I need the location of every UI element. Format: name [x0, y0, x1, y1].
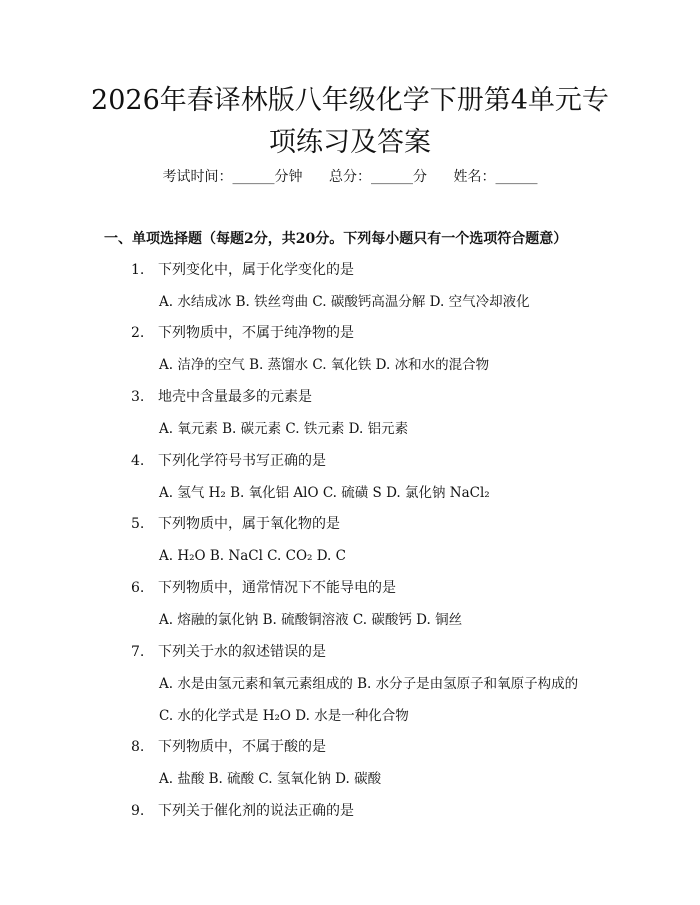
- question-options: A. 盐酸 B. 硫酸 C. 氢氧化钠 D. 碳酸: [159, 771, 382, 787]
- exam-total-score: 总分：______分: [329, 169, 427, 185]
- question-text: 下列物质中，不属于纯净物的是: [158, 325, 354, 341]
- question-text: 地壳中含量最多的元素是: [158, 389, 312, 405]
- title-line-1: 2026年春译林版八年级化学下册第4单元专: [91, 85, 609, 116]
- question-text: 下列化学符号书写正确的是: [158, 453, 326, 469]
- title-line-2: 项练习及答案: [269, 127, 431, 158]
- question-number: 5.: [131, 516, 145, 532]
- question-options: A. 水是由氢元素和氧元素组成的 B. 水分子是由氢原子和氧原子构成的: [159, 676, 579, 692]
- question: [131, 450, 651, 472]
- question-text: 下列物质中，不属于酸的是: [158, 739, 326, 755]
- question: [131, 577, 651, 599]
- question-text: 下列关于水的叙述错误的是: [158, 644, 326, 660]
- page-title: [60, 80, 640, 164]
- question-options: A. 水结成冰 B. 铁丝弯曲 C. 碳酸钙高温分解 D. 空气冷却液化: [159, 294, 530, 310]
- question: [131, 800, 651, 822]
- question-options: A. 氢气 H₂ B. 氧化铝 AlO C. 硫磺 S D. 氯化钠 NaCl₂: [159, 485, 490, 501]
- question-number: 8.: [131, 739, 145, 755]
- question-number: 1.: [131, 262, 145, 278]
- question: [131, 386, 651, 408]
- exam-time: 考试时间：______分钟: [162, 169, 303, 185]
- question: [131, 513, 651, 535]
- question: [131, 641, 651, 663]
- question-options: A. 洁净的空气 B. 蒸馏水 C. 氧化铁 D. 冰和水的混合物: [159, 357, 490, 373]
- question-text: 下列关于催化剂的说法正确的是: [158, 803, 354, 819]
- question-number: 2.: [131, 325, 145, 341]
- question-options: A. 熔融的氯化钠 B. 硫酸铜溶液 C. 碳酸钙 D. 铜丝: [159, 612, 463, 628]
- question-options: A. H₂O B. NaCl C. CO₂ D. C: [159, 548, 346, 564]
- exam-info: [0, 166, 700, 188]
- question-number: 4.: [131, 453, 145, 469]
- question-number: 3.: [131, 389, 145, 405]
- question-options: C. 水的化学式是 H₂O D. 水是一种化合物: [159, 708, 409, 724]
- question-text: 下列物质中，通常情况下不能导电的是: [158, 580, 396, 596]
- question-text: 下列物质中，属于氧化物的是: [158, 516, 340, 532]
- question-number: 6.: [131, 580, 145, 596]
- question-options: A. 氧元素 B. 碳元素 C. 铁元素 D. 铝元素: [159, 421, 409, 437]
- question: [131, 736, 651, 758]
- question-number: 9.: [131, 803, 145, 819]
- section-heading: 一、单项选择题（每题2分，共20分。下列每小题只有一个选项符合题意）: [104, 231, 568, 247]
- question: [131, 259, 651, 281]
- question: [131, 322, 651, 344]
- exam-name: 姓名：______: [453, 169, 538, 185]
- question-number: 7.: [131, 644, 145, 660]
- question-text: 下列变化中，属于化学变化的是: [158, 262, 354, 278]
